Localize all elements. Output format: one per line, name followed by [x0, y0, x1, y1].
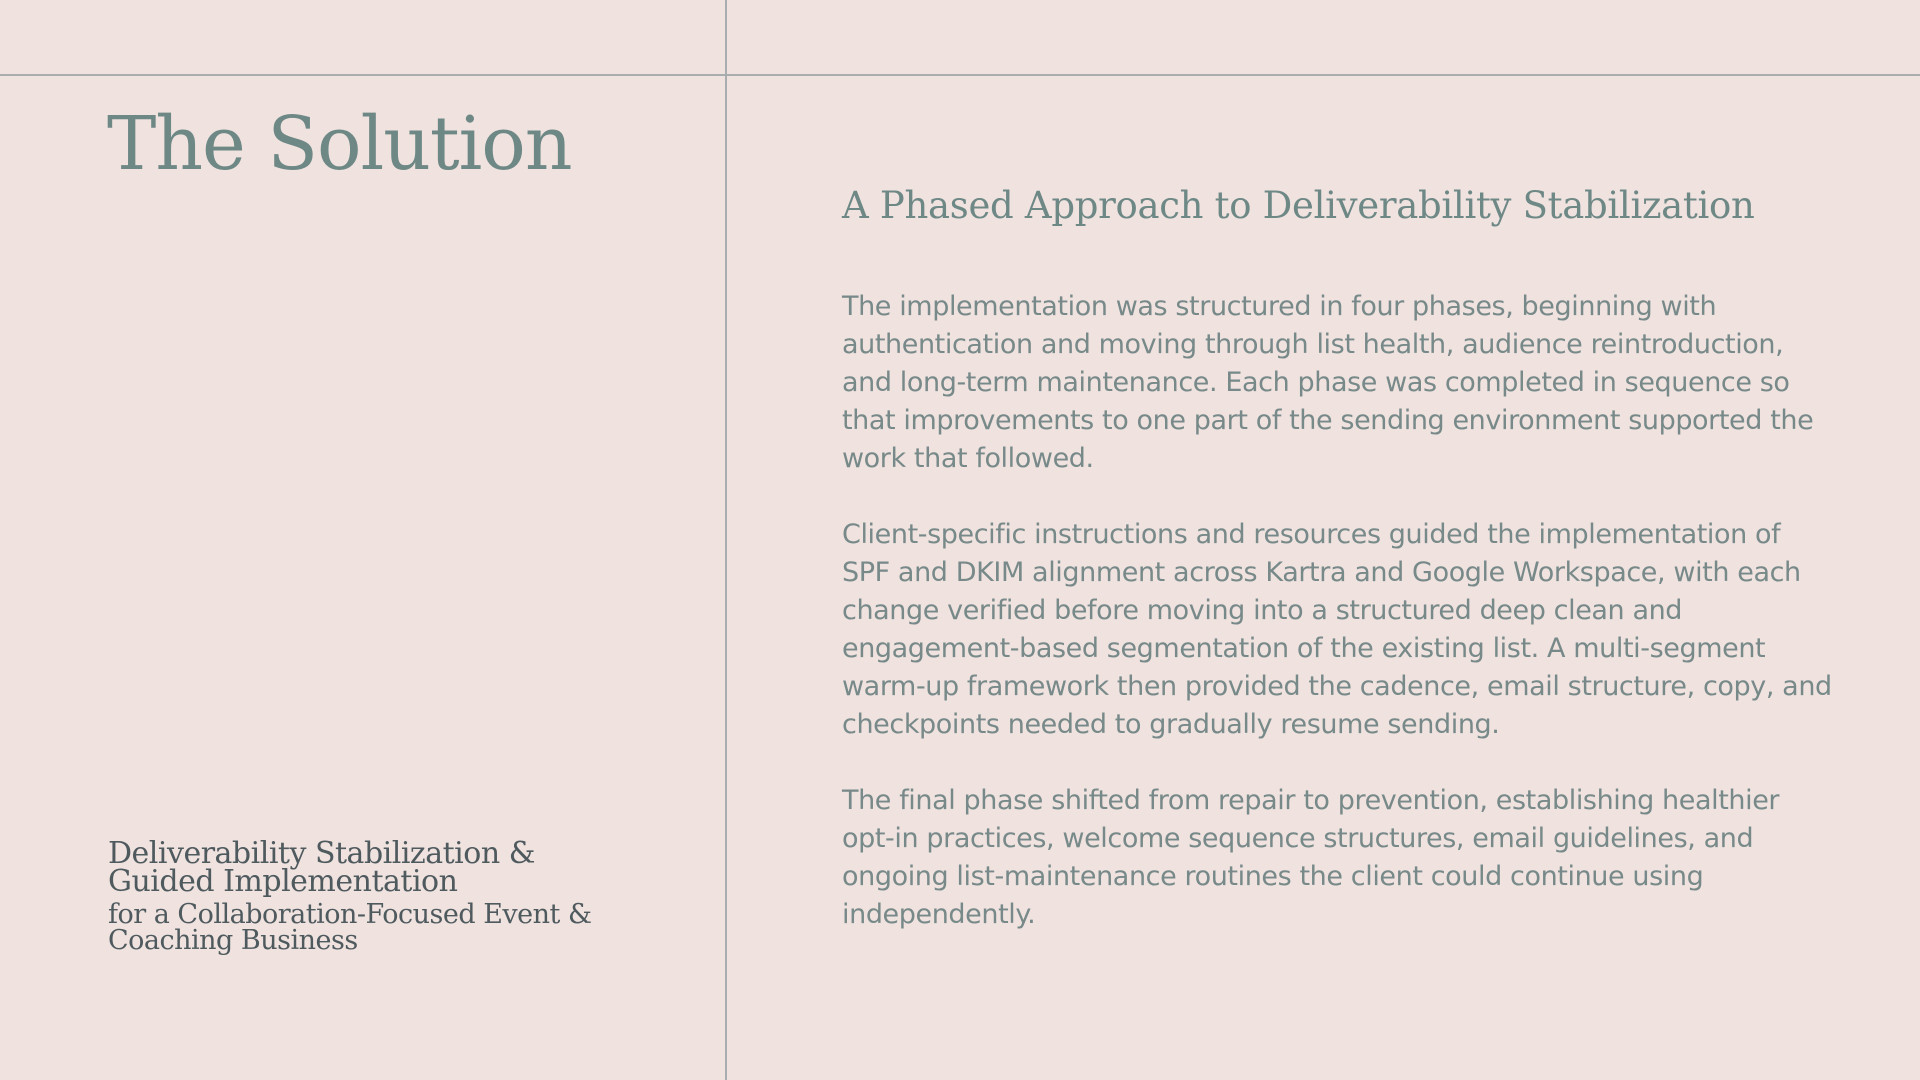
subtitle-secondary [108, 899, 668, 956]
paragraph-1: The implementation was structured in four phases, beginning with authentication and moving through list health, audience reintroduction, and long-term maintenance. Each phase was completed in sequence so that improvements to one part of the sending environment supported the work that followed. [842, 291, 1814, 474]
paragraph-2: Client-specific instructions and resources guided the implementation of SPF and DKIM alignment across Kartra and Google Workspace, with each change verified before moving into a structured deep clean and engagement-based segmentation of the existing list. A multi-segment warm-up framework then provided the cadence, email structure, copy, and checkpoints needed to gradually resume sending. [842, 519, 1832, 740]
project-subtitle [108, 836, 668, 956]
horizontal-divider [0, 74, 1920, 76]
subtitle-line-1: Deliverability Stabilization & [108, 836, 535, 871]
subtitle-line-3: for a Collaboration-Focused Event & [108, 899, 592, 930]
subtitle-line-2: Guided Implementation [108, 864, 458, 899]
page-title: The Solution [107, 101, 572, 187]
body-text [842, 288, 1832, 972]
subtitle-main [108, 836, 668, 899]
vertical-divider [725, 0, 727, 1080]
subtitle-line-4: Coaching Business [108, 925, 358, 956]
section-heading: A Phased Approach to Deliverability Stabilization [842, 184, 1755, 227]
paragraph-3: The final phase shifted from repair to prevention, establishing healthier opt-in practices, welcome sequence structures, email guidelines, and ongoing list-maintenance routines the client could continue using independently. [842, 785, 1780, 930]
